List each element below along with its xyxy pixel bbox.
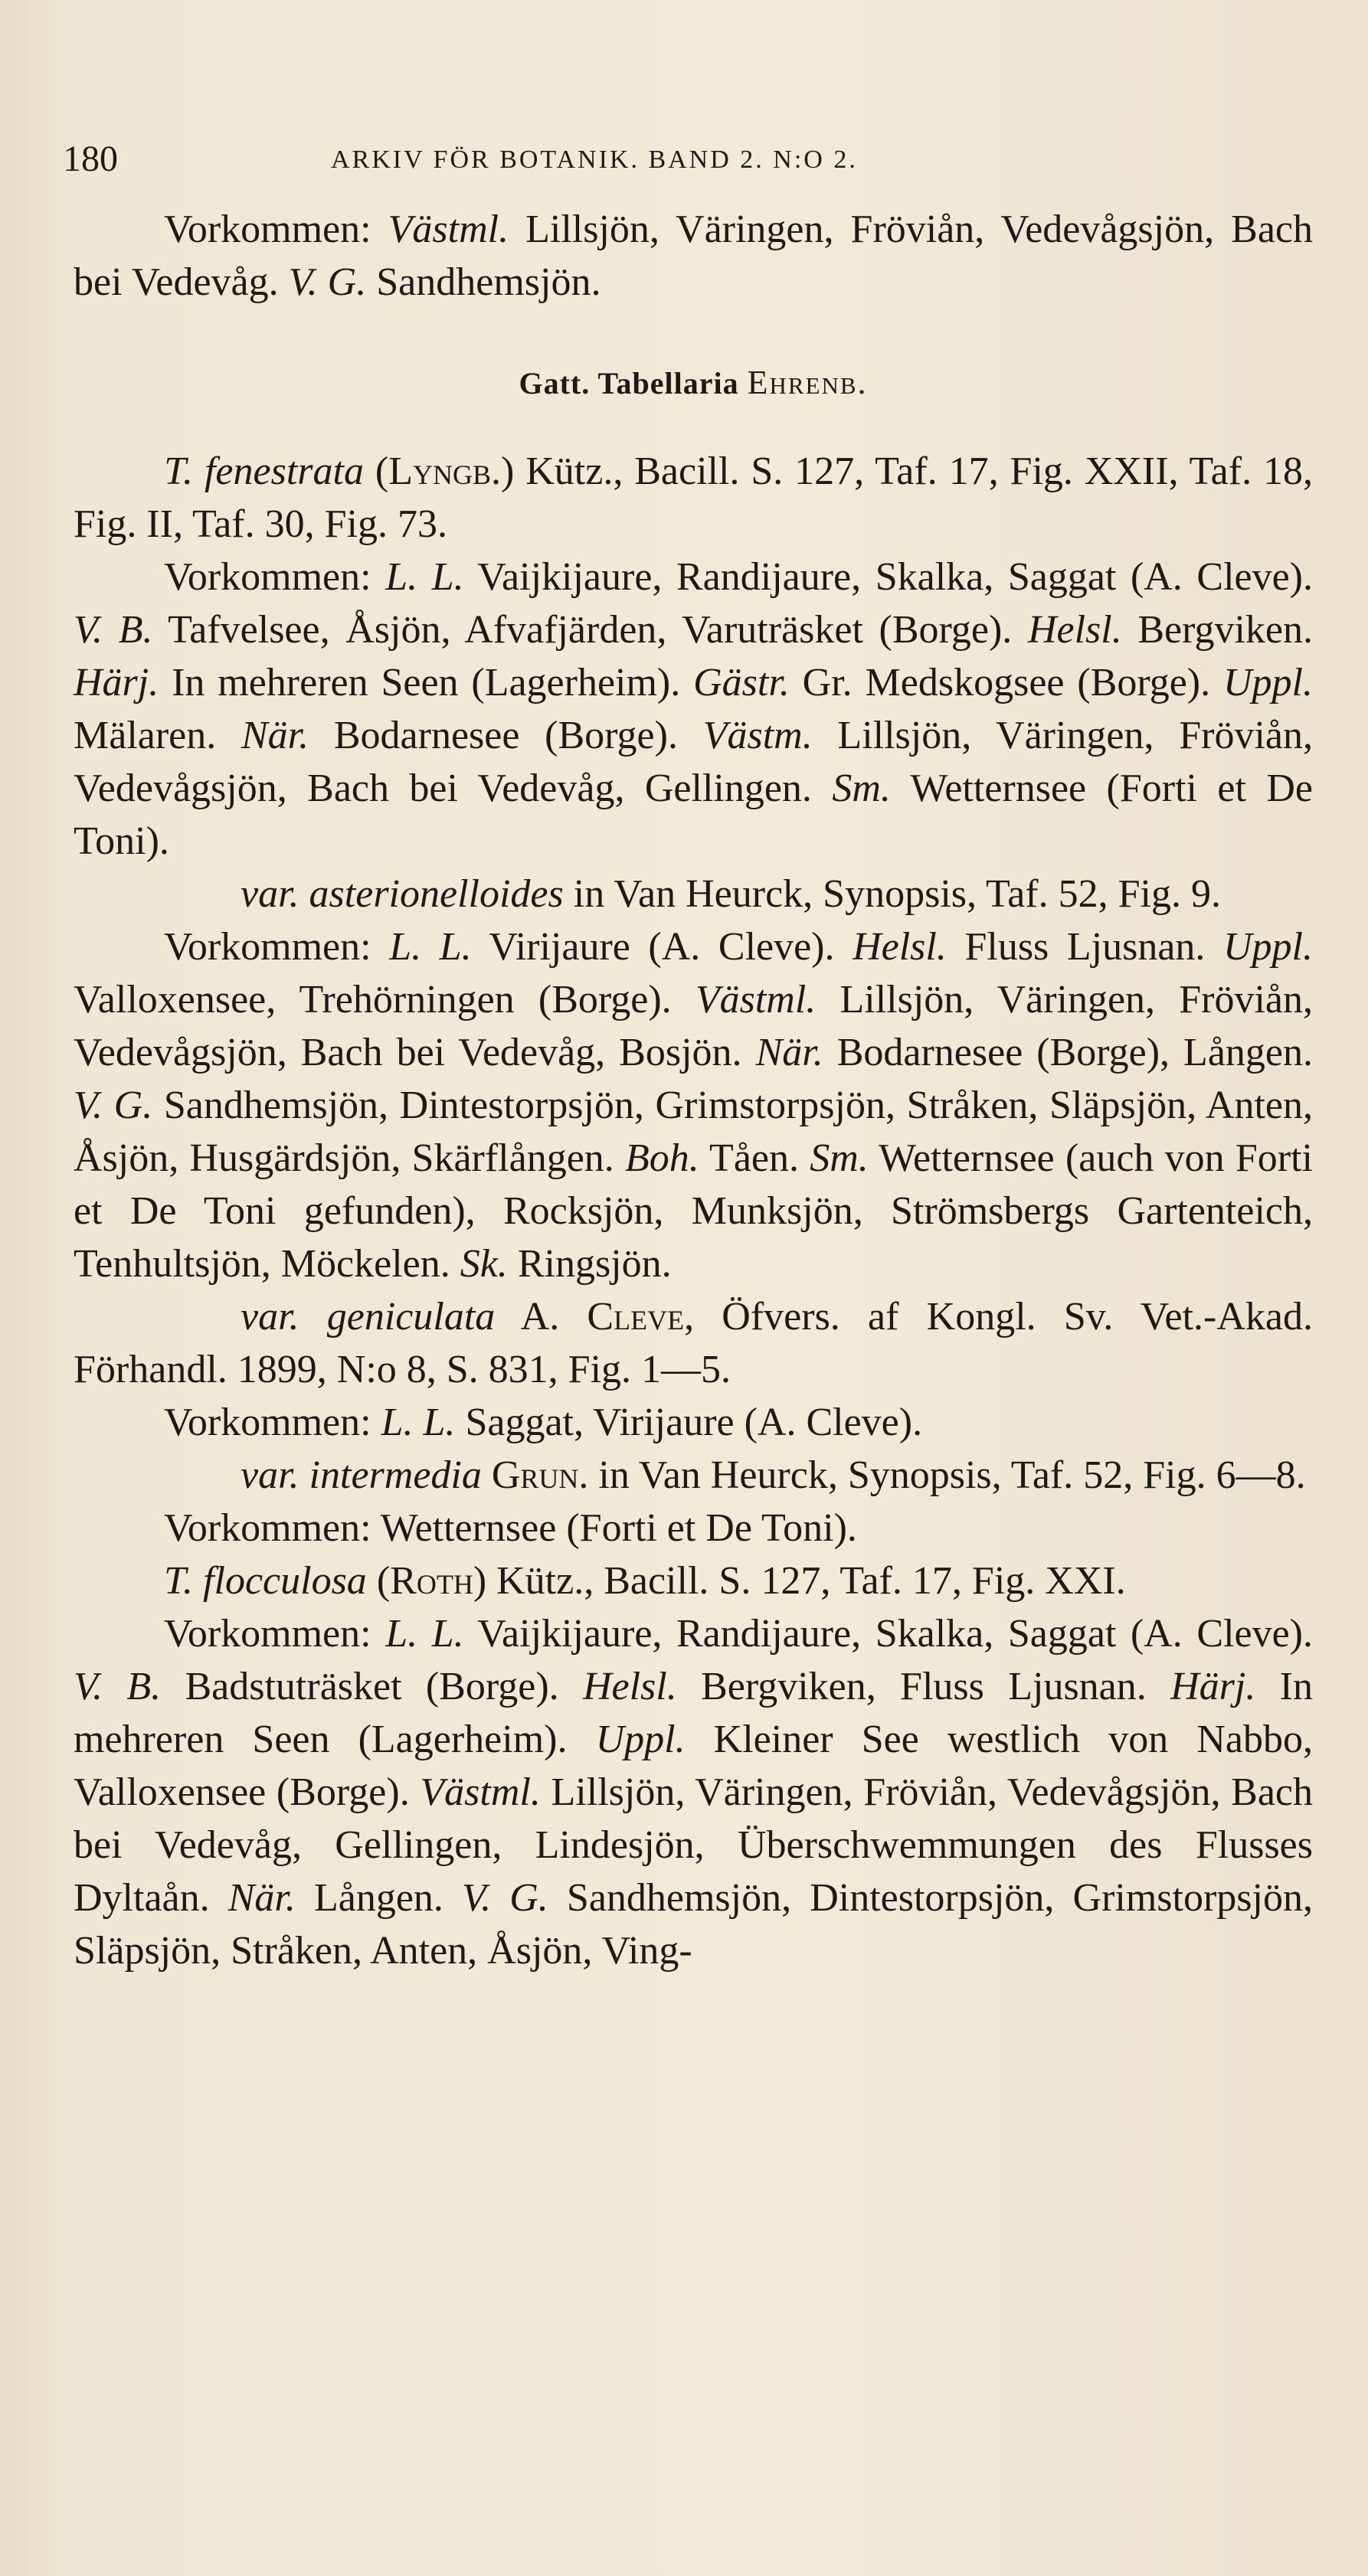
text-run: in Van Heurck, Synopsis, Taf. 52, Fig. 6—8. bbox=[588, 1453, 1306, 1497]
text-run: in Van Heurck, Synopsis, Taf. 52, Fig. 9. bbox=[563, 872, 1221, 916]
region-abbrev: Uppl. bbox=[1223, 925, 1313, 969]
text-run: Fluss Ljusnan. bbox=[946, 925, 1223, 969]
text-run: Ringsjön. bbox=[507, 1242, 672, 1286]
text-run: Gr. Medskogsee (Borge). bbox=[789, 661, 1223, 704]
variety-name: var. geniculata bbox=[241, 1295, 496, 1339]
occurrence-paragraph bbox=[74, 1396, 1313, 1449]
region-abbrev: V. B. bbox=[74, 1665, 162, 1708]
region-abbrev: V. G. bbox=[288, 260, 367, 304]
text-run bbox=[482, 1453, 492, 1497]
genus-name: Gatt. Tabellaria bbox=[519, 366, 739, 400]
region-abbrev: Västml. bbox=[695, 978, 817, 1022]
variety-name: var. asterionelloides bbox=[241, 872, 564, 916]
body-text bbox=[74, 203, 1313, 1977]
region-abbrev: Helsl. bbox=[1027, 608, 1122, 652]
region-abbrev: När. bbox=[755, 1031, 823, 1074]
text-run: Sandhemsjön, Dintestorpsjön, Grimstorpsjön, Stråken, Släpsjön, Anten, Åsjön, Husgärdsjön, Skärflången. bbox=[74, 1084, 1313, 1180]
text-run: Tafvelsee, Åsjön, Afvafjärden, Varuträsket (Borge). bbox=[152, 608, 1028, 652]
text-run: , Öfvers. af Kongl. Sv. Vet.-Akad. Förhandl. 1899, N:o 8, S. 831, Fig. 1—5. bbox=[74, 1295, 1313, 1391]
text-run: Lillsjön, Väringen, Fröviån, Vedevågsjön, Bach bei Vedevåg, Gellingen. bbox=[74, 714, 1313, 810]
text-run: ) Kütz., Bacill. S. 127, Taf. 17, Fig. XXII, Taf. 18, Fig. II, Taf. 30, Fig. 73. bbox=[74, 449, 1313, 546]
text-run: Kleiner See westlich von Nabbo, Valloxensee (Borge). bbox=[74, 1718, 1313, 1814]
text-run: Vorkommen: bbox=[164, 1612, 386, 1656]
species-paragraph bbox=[74, 445, 1313, 551]
region-abbrev: Helsl. bbox=[582, 1665, 677, 1708]
text-run: Vaijkijaure, Randijaure, Skalka, Saggat (A. Cleve). bbox=[463, 1612, 1314, 1656]
text-run: Lillsjön, Väringen, Fröviån, Vedevågsjön, Bach bei Vedevåg. bbox=[74, 208, 1313, 304]
region-abbrev: L. L. bbox=[381, 1401, 456, 1444]
text-run: Wetternsee (auch von Forti et De Toni gefunden), Rocksjön, Munksjön, Strömsbergs Gartenteich, Tenhultsjön, Möckelen. bbox=[74, 1136, 1313, 1286]
region-abbrev: Västml. bbox=[388, 208, 509, 251]
region-abbrev: Boh. bbox=[625, 1136, 699, 1180]
species-name: T. fenestrata bbox=[164, 449, 364, 493]
text-run: ( bbox=[366, 1559, 391, 1603]
occurrence-paragraph bbox=[74, 203, 1313, 309]
variety-paragraph bbox=[74, 1449, 1313, 1502]
species-name: T. flocculosa bbox=[164, 1559, 367, 1603]
text-run: A. bbox=[495, 1295, 587, 1339]
region-abbrev: Härj. bbox=[74, 661, 159, 704]
region-abbrev: Sm. bbox=[810, 1136, 869, 1180]
region-abbrev: När. bbox=[241, 714, 309, 757]
text-run: Lillsjön, Väringen, Fröviån, Vedevågsjön, Bach bei Vedevåg, Bosjön. bbox=[74, 978, 1314, 1074]
text-run: Tåen. bbox=[699, 1136, 810, 1180]
genus-author: Ehrenb. bbox=[747, 364, 868, 401]
author-name: Roth bbox=[390, 1559, 473, 1603]
region-abbrev: L. L. bbox=[385, 555, 464, 599]
text-run: Vaijkijaure, Randijaure, Skalka, Saggat (A. Cleve). bbox=[463, 555, 1314, 599]
occurrence-paragraph bbox=[74, 920, 1313, 1290]
text-run: ( bbox=[363, 449, 389, 493]
variety-paragraph bbox=[74, 868, 1313, 920]
genus-heading bbox=[74, 356, 1313, 410]
occurrence-paragraph bbox=[74, 551, 1313, 868]
author-name: Lyngb. bbox=[388, 449, 501, 493]
variety-paragraph bbox=[74, 1290, 1313, 1396]
region-abbrev: Sm. bbox=[832, 767, 891, 810]
text-run: Sandhemsjön. bbox=[366, 260, 601, 304]
occurrence-paragraph bbox=[74, 1607, 1313, 1977]
region-abbrev: V. G. bbox=[74, 1084, 153, 1127]
region-abbrev: L. L. bbox=[385, 1612, 464, 1656]
text-run: Vorkommen: bbox=[164, 1401, 381, 1444]
text-run: ) Kütz., Bacill. S. 127, Taf. 17, Fig. XXI. bbox=[473, 1559, 1126, 1603]
region-abbrev: Helsl. bbox=[853, 925, 947, 969]
text-run: Vorkommen: bbox=[164, 555, 386, 599]
species-paragraph bbox=[74, 1554, 1313, 1607]
page-header bbox=[63, 129, 1304, 182]
text-run: Wetternsee (Forti et De Toni). bbox=[74, 767, 1313, 863]
occurrence-paragraph bbox=[74, 1502, 1313, 1554]
region-abbrev: Västm. bbox=[702, 714, 813, 757]
text-run: Mälaren. bbox=[74, 714, 241, 757]
text-run: Lillsjön, Väringen, Fröviån, Vedevågsjön, Bach bei Vedevåg, Gellingen, Lindesjön, Überschwemmungen des Flusses Dyltaån. bbox=[74, 1770, 1313, 1920]
author-name: Grun. bbox=[491, 1453, 589, 1497]
region-abbrev: Härj. bbox=[1170, 1665, 1256, 1708]
text-run: In mehreren Seen (Lagerheim). bbox=[74, 1665, 1313, 1761]
text-run: Saggat, Virijaure (A. Cleve). bbox=[455, 1401, 923, 1444]
text-run: Valloxensee, Trehörningen (Borge). bbox=[74, 978, 695, 1022]
author-name: Cleve bbox=[587, 1295, 685, 1339]
text-run: Virijaure (A. Cleve). bbox=[471, 925, 853, 969]
text-run: Vorkommen: bbox=[164, 208, 388, 251]
region-abbrev: Uppl. bbox=[595, 1718, 686, 1761]
region-abbrev: Västml. bbox=[420, 1770, 541, 1814]
text-run: In mehreren Seen (Lagerheim). bbox=[159, 661, 694, 704]
text-run: Vorkommen: bbox=[164, 925, 390, 969]
text-run: Bodarnesee (Borge). bbox=[309, 714, 703, 757]
text-run: Vorkommen: Wetternsee (Forti et De Toni). bbox=[164, 1506, 857, 1550]
running-title: ARKIV FÖR BOTANIK. BAND 2. N:O 2. bbox=[331, 145, 858, 174]
text-run: Bergviken. bbox=[1121, 608, 1313, 652]
page-number: 180 bbox=[63, 139, 118, 179]
text-run: Sandhemsjön, Dintestorpsjön, Grimstorpsjön, Släpsjön, Stråken, Anten, Åsjön, Ving- bbox=[74, 1876, 1313, 1973]
text-run: Bergviken, Fluss Ljusnan. bbox=[676, 1665, 1171, 1708]
region-abbrev: När. bbox=[227, 1876, 296, 1920]
region-abbrev: Gästr. bbox=[693, 661, 790, 704]
region-abbrev: V. B. bbox=[74, 608, 153, 652]
text-run: Bodarnesee (Borge), Lången. bbox=[823, 1031, 1313, 1074]
region-abbrev: V. G. bbox=[462, 1876, 548, 1920]
text-run: Badstuträsket (Borge). bbox=[161, 1665, 583, 1708]
variety-name: var. intermedia bbox=[241, 1453, 482, 1497]
text-run: Lången. bbox=[295, 1876, 463, 1920]
region-abbrev: Sk. bbox=[460, 1242, 508, 1286]
region-abbrev: L. L. bbox=[389, 925, 472, 969]
region-abbrev: Uppl. bbox=[1222, 661, 1313, 704]
